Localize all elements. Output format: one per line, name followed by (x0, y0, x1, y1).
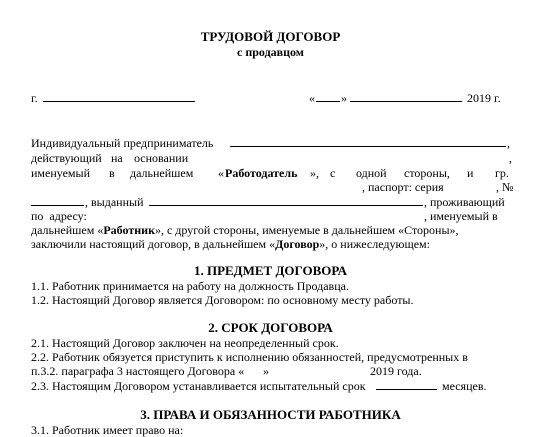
preamble-one: одной (356, 166, 387, 180)
document-subtitle: с продавцом (237, 45, 304, 59)
named-in-label: , именуемый в (424, 209, 498, 223)
passport-series-label: , паспорт: серия (362, 180, 444, 194)
issued-by-label: , выданный (85, 195, 144, 209)
year-text: 2019 г. (467, 91, 501, 105)
preamble-concluded: заключили настоящий договор, в дальнейшем « (31, 237, 276, 251)
preamble-further: дальнейшем (130, 166, 194, 180)
preamble-employer-label: Индивидуальный предприниматель (31, 136, 214, 150)
passport-number-label: , № (496, 180, 514, 194)
clause-2-2-start: п.3.2. параграфа 3 настоящего Договора « (31, 364, 245, 378)
residing-label: , проживающий (424, 195, 505, 209)
probation-period-blank[interactable] (376, 389, 437, 390)
preamble-comma-2: , (509, 151, 512, 165)
issued-by-blank[interactable] (149, 205, 423, 206)
clause-2-1: 2.1. Настоящий Договор заключен на неопределенный срок. (31, 336, 339, 350)
clause-2-3-start: 2.3. Настоящим Договором устанавливается испытательный срок (31, 379, 366, 393)
preamble-in: в (109, 166, 115, 180)
clause-2-2-quote-close: » (263, 364, 269, 378)
preamble-citizen: гр. (495, 166, 509, 180)
clause-3-1: 3.1. Работник имеет право на: (31, 423, 184, 437)
preamble-basis: основании (134, 151, 189, 165)
employer-term: Работодатель (225, 166, 298, 180)
preamble-quote-close: », (310, 166, 319, 180)
clause-1-2: 1.2. Настоящий Договор является Договором: по основному месту работы. (31, 293, 414, 307)
preamble-with: с (330, 166, 336, 180)
passport-number-blank[interactable] (31, 205, 84, 206)
date-close-quote: » (341, 91, 347, 105)
city-prefix: г. (31, 91, 38, 105)
document-title: ТРУДОВОЙ ДОГОВОР (200, 29, 341, 44)
preamble-named: именуемый (31, 166, 91, 180)
clause-2-3-months: месяцев. (442, 379, 487, 393)
preamble-side: стороны, (404, 166, 450, 180)
employer-name-blank[interactable] (230, 146, 506, 147)
preamble-other-side: », с другой стороны, именуемые в дальнейшем «Стороны», (154, 223, 459, 237)
preamble-line-7 (31, 223, 459, 237)
preamble-on: на (111, 151, 123, 165)
preamble-acting: действующий (31, 151, 102, 165)
preamble-and: и (467, 166, 474, 180)
preamble-following: », о нижеследующем: (319, 237, 430, 251)
section-3-title: 3. ПРАВА И ОБЯЗАННОСТИ РАБОТНИКА (140, 407, 401, 422)
date-open-quote: « (309, 91, 315, 105)
address-label: по адресу: (31, 209, 87, 223)
preamble-quote-open: « (218, 166, 224, 180)
preamble-line-8 (31, 237, 430, 251)
clause-2-2-year: 2019 года. (370, 364, 422, 378)
preamble-further-employee: дальнейшем « (31, 223, 104, 237)
employee-term: Работник (103, 223, 155, 237)
month-blank[interactable] (350, 101, 462, 102)
clause-2-2-line-1: 2.2. Работник обязуется приступить к исполнению обязанностей, предусмотренных в (31, 350, 468, 364)
city-blank[interactable] (43, 101, 195, 102)
preamble-comma-1: , (507, 136, 510, 150)
section-1-title: 1. ПРЕДМЕТ ДОГОВОРА (193, 263, 348, 278)
section-2-title: 2. СРОК ДОГОВОРА (208, 320, 333, 335)
day-blank[interactable] (316, 101, 340, 102)
contract-term: Договор (275, 237, 320, 251)
clause-1-1: 1.1. Работник принимается на работу на должность Продавца. (31, 279, 349, 293)
